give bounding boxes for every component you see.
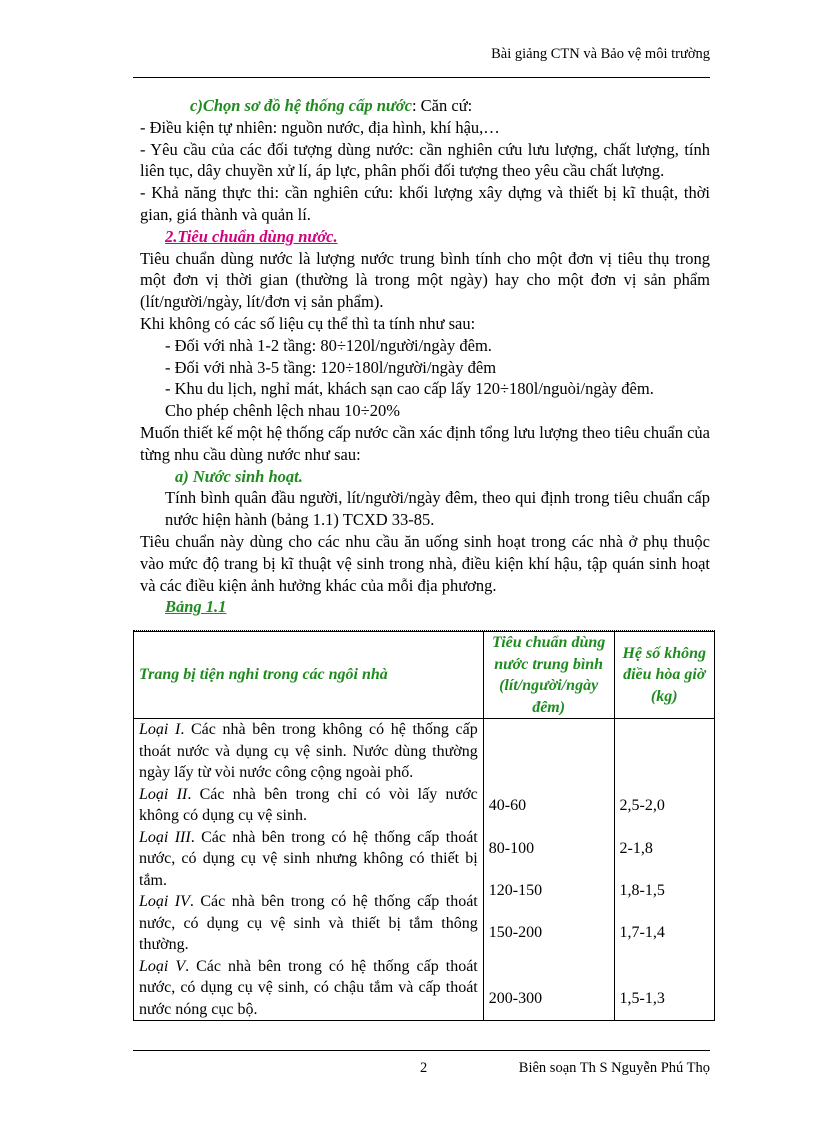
section-2-tolerance: Cho phép chênh lệch nhau 10÷20%	[165, 401, 400, 421]
section-c-title: c)Chọn sơ đồ hệ thống cấp nước	[190, 96, 412, 115]
std-value-1: 40-60	[488, 797, 527, 814]
coef-value-1: 2,5-2,0	[619, 797, 665, 814]
coef-value-3: 1,8-1,5	[619, 882, 665, 899]
coef-value-4: 1,7-1,4	[619, 924, 665, 941]
table-row: Loại II. Các nhà bên trong chỉ có vòi lấy nước không có dụng cụ vệ sinh.	[139, 785, 478, 824]
section-c-bullet-1: - Điều kiện tự nhiên: nguồn nước, địa hình, khí hậu,…	[140, 117, 500, 137]
section-2-heading: 2.Tiêu chuẩn dùng nước.	[165, 226, 338, 246]
coef-value-5: 1,5-1,3	[619, 990, 665, 1007]
water-standard-table	[133, 631, 715, 1021]
table-row: Loại III. Các nhà bên trong có hệ thống cấp thoát nước, có dụng cụ vệ sinh nhưng không có thiết bị tắm.	[139, 828, 478, 889]
table-caption: Bảng 1.1	[165, 597, 227, 617]
header-rule	[133, 77, 710, 78]
header-cell-coefficient: Hệ số không điều hòa giờ (kg)	[614, 632, 714, 719]
subsection-a-heading: a) Nước sinh hoạt.	[175, 466, 303, 486]
section-2-item-1: - Đối với nhà 1-2 tầng: 80÷120l/người/ngày đêm.	[165, 335, 492, 355]
section-c-title-tail: : Căn cứ:	[411, 96, 473, 115]
section-2-para-5: Tiêu chuẩn này dùng cho các nhu cầu ăn uống sinh hoạt trong các nhà ở phụ thuộc vào mức độ trang bị kĩ thuật vệ sinh trong nhà, điều kiện khí hậu, tập quán sinh hoạt và các điều kiện ảnh hưởng khác của mỗi địa phương.	[140, 531, 710, 595]
section-c-bullet-3: - Khả năng thực thi: cần nghiên cứu: khối lượng xây dựng và thiết bị kĩ thuật, thời gian, giá thành và quản lí.	[140, 183, 710, 224]
table-row: Loại V. Các nhà bên trong có hệ thống cấp thoát nước, có dụng cụ vệ sinh, có chậu tắm và cấp thoát nước nóng cục bộ.	[139, 957, 478, 1018]
table-row: Loại IV. Các nhà bên trong có hệ thống cấp thoát nước, có dụng cụ vệ sinh và thiết bị tắm thông thường.	[139, 893, 478, 953]
table-cell-standards	[483, 719, 614, 1021]
table-row: Loại I. Các nhà bên trong không có hệ thống cấp thoát nước và dụng cụ vệ sinh. Nước dùng thường ngày lấy từ vòi nước công cộng ngoài phố.	[139, 721, 478, 781]
section-2-para-2: Khi không có các số liệu cụ thể thì ta tính như sau:	[140, 313, 476, 333]
footer-rule	[133, 1050, 710, 1051]
table-body-row	[134, 719, 715, 1021]
section-2-para-1: Tiêu chuẩn dùng nước là lượng nước trung bình tính cho một đơn vị tiêu thụ trong một đơn vị thời gian (thường là trong một ngày) hay cho một đơn vị sản phẩm (lít/người/ngày, lít/đơn vị sản phẩm).	[140, 248, 710, 312]
std-value-4: 150-200	[488, 924, 543, 941]
page-header-title: Bài giảng CTN và Bảo vệ môi trường	[491, 46, 710, 62]
footer-author: Biên soạn Th S Nguyễn Phú Thọ	[518, 1060, 710, 1076]
header-cell-facilities: Trang bị tiện nghi trong các ngôi nhà	[134, 632, 484, 719]
section-2-para-3: Muốn thiết kế một hệ thống cấp nước cần xác định tổng lưu lượng theo tiêu chuẩn của từng nhu cầu dùng nước như sau:	[140, 422, 710, 464]
std-value-3: 120-150	[488, 882, 543, 899]
std-value-2: 80-100	[488, 840, 535, 857]
section-2-para-4: Tính bình quân đầu người, lít/người/ngày đêm, theo qui định trong tiêu chuẩn cấp nước hiện hành (bảng 1.1) TCXD 33-85.	[165, 488, 710, 530]
section-c-bullet-2: - Yêu cầu của các đối tượng dùng nước: cần nghiên cứu lưu lượng, chất lượng, tính liên tục, dây chuyền xử lí, áp lực, phân phối đối tượng theo yêu cầu chất lượng.	[140, 139, 710, 181]
table-cell-coefficients	[614, 719, 714, 1021]
std-value-5: 200-300	[488, 990, 543, 1007]
section-c-heading	[140, 95, 710, 117]
page-content	[140, 95, 710, 618]
page-number: 2	[420, 1060, 428, 1076]
header-cell-standard: Tiêu chuẩn dùng nước trung bình (lít/người/ngày đêm)	[483, 632, 614, 719]
table-header-row	[134, 632, 715, 719]
section-2-item-3: - Khu du lịch, nghỉ mát, khách sạn cao cấp lấy 120÷180l/nguòi/ngày đêm.	[165, 379, 654, 399]
section-2-item-2: - Đối với nhà 3-5 tầng: 120÷180l/người/ngày đêm	[165, 357, 497, 377]
coef-value-2: 2-1,8	[619, 840, 653, 857]
table-cell-descriptions	[134, 719, 484, 1021]
